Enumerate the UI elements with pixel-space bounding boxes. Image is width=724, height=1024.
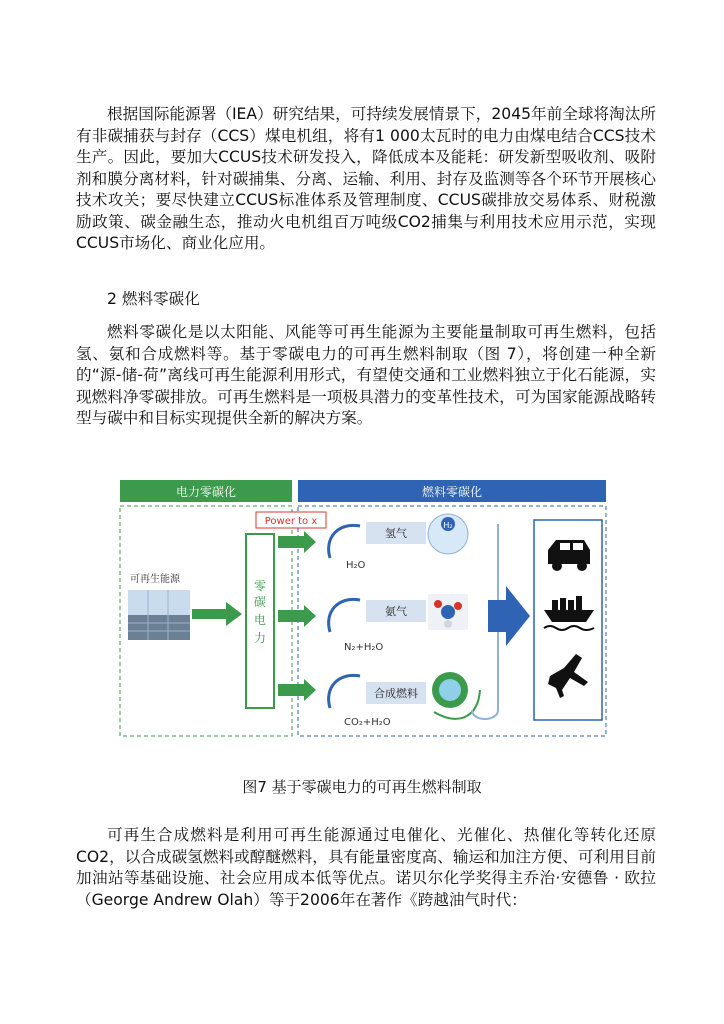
arrow-to-hydrogen bbox=[278, 531, 316, 553]
header-fuel-label: 燃料零碳化 bbox=[421, 485, 483, 499]
synfuel-label: 合成燃料 bbox=[374, 687, 418, 700]
arrow-to-synfuel bbox=[278, 679, 316, 701]
hydrogen-icon bbox=[428, 514, 468, 554]
zero-carbon-char-2: 碳 bbox=[253, 595, 267, 609]
ammonia-molecule-icon bbox=[428, 594, 468, 630]
arrow-to-power bbox=[192, 602, 242, 626]
renewable-label: 可再生能源 bbox=[130, 574, 180, 585]
figure-caption: 图7 基于零碳电力的可再生燃料制取 bbox=[242, 778, 482, 796]
figure-renewable-fuel-production bbox=[118, 478, 608, 740]
conversion-curve-ammonia bbox=[329, 599, 360, 632]
conversion-curve-hydrogen bbox=[329, 525, 360, 558]
zero-carbon-char-1: 零 bbox=[253, 579, 267, 593]
hydrogen-label: 氢气 bbox=[385, 527, 407, 540]
zero-carbon-char-4: 力 bbox=[253, 631, 267, 645]
section-heading-fuel-decarbonization: 2 燃料零碳化 bbox=[107, 290, 200, 308]
solar-panel-image bbox=[128, 590, 190, 640]
header-power-label: 电力零碳化 bbox=[175, 485, 237, 499]
hydrogen-badge: H₂ bbox=[443, 521, 453, 530]
ammonia-label: 氨气 bbox=[385, 605, 407, 618]
arrow-to-end-uses bbox=[488, 586, 530, 646]
paragraph-ccus: 根据国际能源署（IEA）研究结果，可持续发展情景下，2045年前全球将淘汰所有非碳捕获与封存（CCS）煤电机组，将有1 000太瓦时的电力由煤电结合CCS技术生产。因此，要加大CCUS技术研发投入，降低成本及能耗：研发新型吸收剂、吸附剂和膜分离材料，针对碳捕集、分离、运输、利用、封存及监测等各个环节开展核心技术攻关；要尽快建立CCUS标准体系及管理制度、CCUS碳排放交易体系、财税激励政策、碳金融生态，推动火电机组百万吨级CO2捕集与利用技术应用示范，实现CCUS市场化、商业化应用。 bbox=[76, 105, 656, 252]
paragraph-fuel-decarbonization: 燃料零碳化是以太阳能、风能等可再生能源为主要能量制取可再生燃料，包括氢、氨和合成燃料等。基于零碳电力的可再生燃料制取（图 7），将创建一种全新的“源-储-荷”离线可再生能源利用形式，有望使交通和工业燃料独立于化石能源，实现燃料净零碳排放。可再生燃料是一项极具潜力的变革性技术，可为国家能源战略转型与碳中和目标实现提供全新的解决方案。 bbox=[76, 323, 656, 427]
input-water: H₂O bbox=[346, 560, 366, 571]
power-to-x-label: Power to x bbox=[264, 516, 318, 527]
input-n2-water: N₂+H₂O bbox=[344, 642, 384, 653]
zero-carbon-char-3: 电 bbox=[253, 613, 267, 627]
conversion-curve-synfuel bbox=[329, 675, 360, 708]
arrow-to-ammonia bbox=[278, 605, 316, 627]
input-co2-water: CO₂+H₂O bbox=[344, 717, 391, 728]
paragraph-synthetic-fuels: 可再生合成燃料是利用可再生能源通过电催化、光催化、热催化等转化还原CO2，以合成碳氢燃料或醇醚燃料，具有能量密度高、输运和加注方便、可利用目前加油站等基础设施、社会应用成本低等优点。诺贝尔化学奖得主乔治·安德鲁 · 欧拉（George Andrew Olah）等于2006年在著作《跨越油气时代： bbox=[76, 826, 656, 909]
